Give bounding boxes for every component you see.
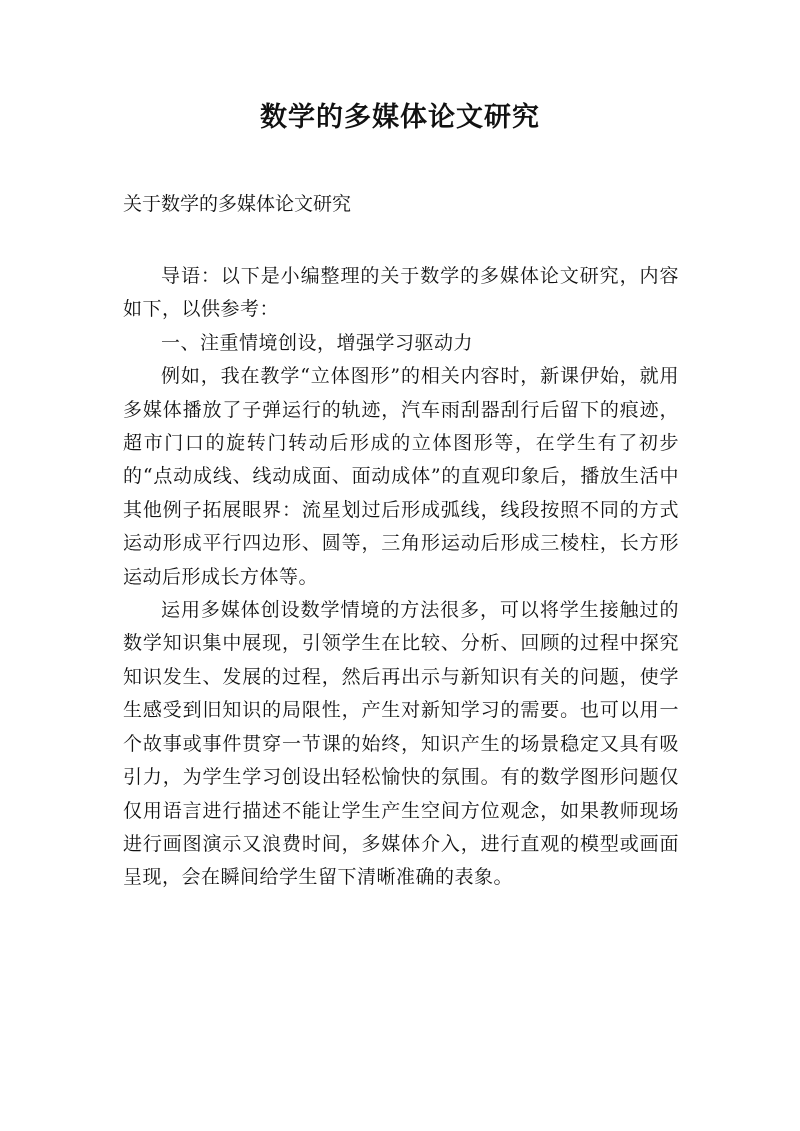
intro-paragraph: 导语：以下是小编整理的关于数学的多媒体论文研究，内容如下，以供参考： [123,265,679,321]
document-body [123,260,679,895]
document-title: 数学的多媒体论文研究 [260,102,540,133]
document-subtitle: 关于数学的多媒体论文研究 [123,193,352,215]
section-heading: 一、注重情境创设，增强学习驱动力 [161,331,474,354]
body-paragraph: 例如，我在教学“立体图形”的相关内容时，新课伊始，就用多媒体播放了子弹运行的轨迹，汽车雨刮器刮行后留下的痕迹，超市门口的旋转门转动后形成的立体图形等，在学生有了初步的“点动成线、线动成面、面动成体”的直观印象后，播放生活中其他例子拓展眼界：流星划过后形成弧线，线段按照不同的方式运动形成平行四边形、圆等，三角形运动后形成三棱柱，长方形运动后形成长方体等。 [123,365,679,588]
body-paragraph: 运用多媒体创设数学情境的方法很多，可以将学生接触过的数学知识集中展现，引领学生在比较、分析、回顾的过程中探究知识发生、发展的过程，然后再出示与新知识有关的问题，使学生感受到旧知识的局限性，产生对新知学习的需要。也可以用一个故事或事件贯穿一节课的始终，知识产生的场景稳定又具有吸引力，为学生学习创设出轻松愉快的氛围。有的数学图形问题仅仅用语言进行描述不能让学生产生空间方位观念，如果教师现场进行画图演示又浪费时间，多媒体介入，进行直观的模型或画面呈现，会在瞬间给学生留下清晰准确的表象。 [123,599,679,889]
